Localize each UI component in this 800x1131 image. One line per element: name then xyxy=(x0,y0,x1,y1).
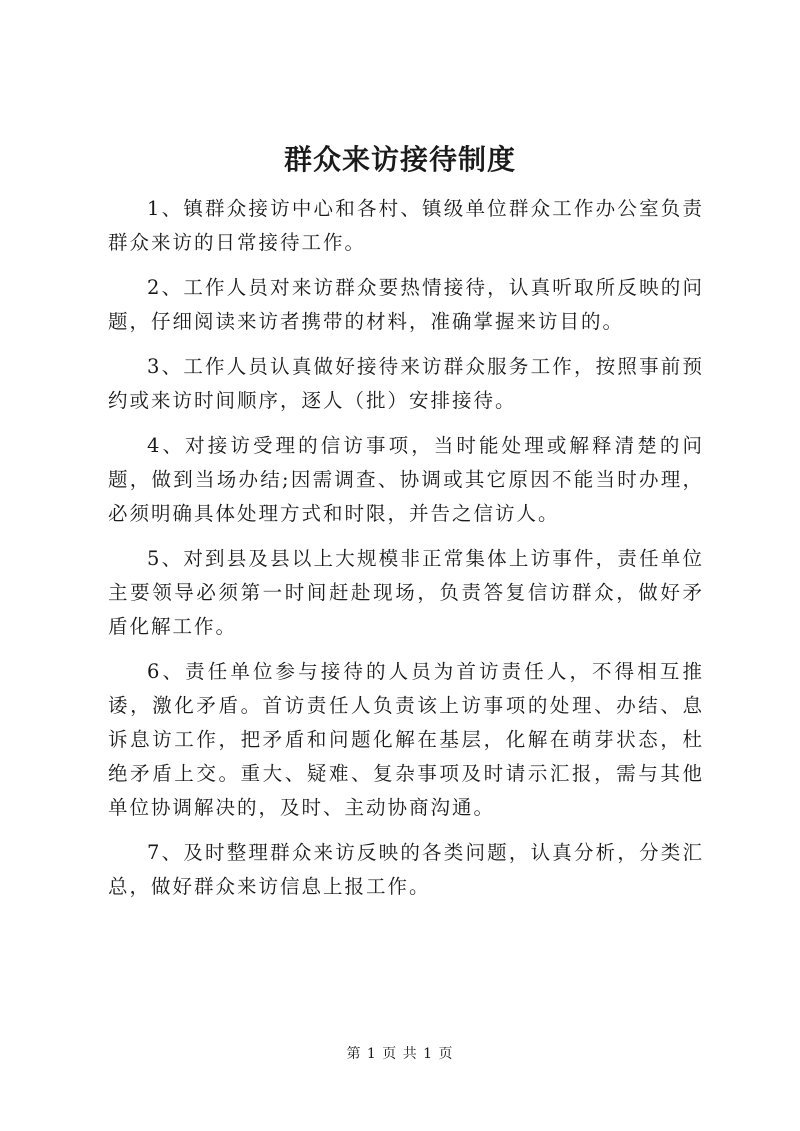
paragraph-4: 4、对接访受理的信访事项，当时能处理或解释清楚的问题，做到当场办结;因需调查、协调或其它原因不能当时办理，必须明确具体处理方式和时限，并告之信访人。 xyxy=(108,434,704,525)
paragraph-3: 3、工作人员认真做好接待来访群众服务工作，按照事前预约或来访时间顺序，逐人（批）安排接待。 xyxy=(108,355,704,412)
paragraph-6: 6、责任单位参与接待的人员为首访责任人，不得相互推诿，激化矛盾。首访责任人负责该上访事项的处理、办结、息诉息访工作，把矛盾和问题化解在基层，化解在萌芽状态，杜绝矛盾上交。重大、疑难、复杂事项及时请示汇报，需与其他单位协调解决的，及时、主动协商沟通。 xyxy=(108,660,704,819)
document-title: 群众来访接待制度 xyxy=(283,143,516,176)
page-number-footer: 第 1 页 共 1 页 xyxy=(346,1046,454,1062)
document-body xyxy=(108,192,704,915)
paragraph-5: 5、对到县及县以上大规模非正常集体上访事件，责任单位主要领导必须第一时间赶赴现场，负责答复信访群众，做好矛盾化解工作。 xyxy=(108,547,704,638)
paragraph-2: 2、工作人员对来访群众要热情接待，认真听取所反映的问题，仔细阅读来访者携带的材料，准确掌握来访目的。 xyxy=(108,276,704,333)
paragraph-7: 7、及时整理群众来访反映的各类问题，认真分析，分类汇总，做好群众来访信息上报工作。 xyxy=(108,841,704,898)
paragraph-1: 1、镇群众接访中心和各村、镇级单位群众工作办公室负责群众来访的日常接待工作。 xyxy=(108,197,704,254)
